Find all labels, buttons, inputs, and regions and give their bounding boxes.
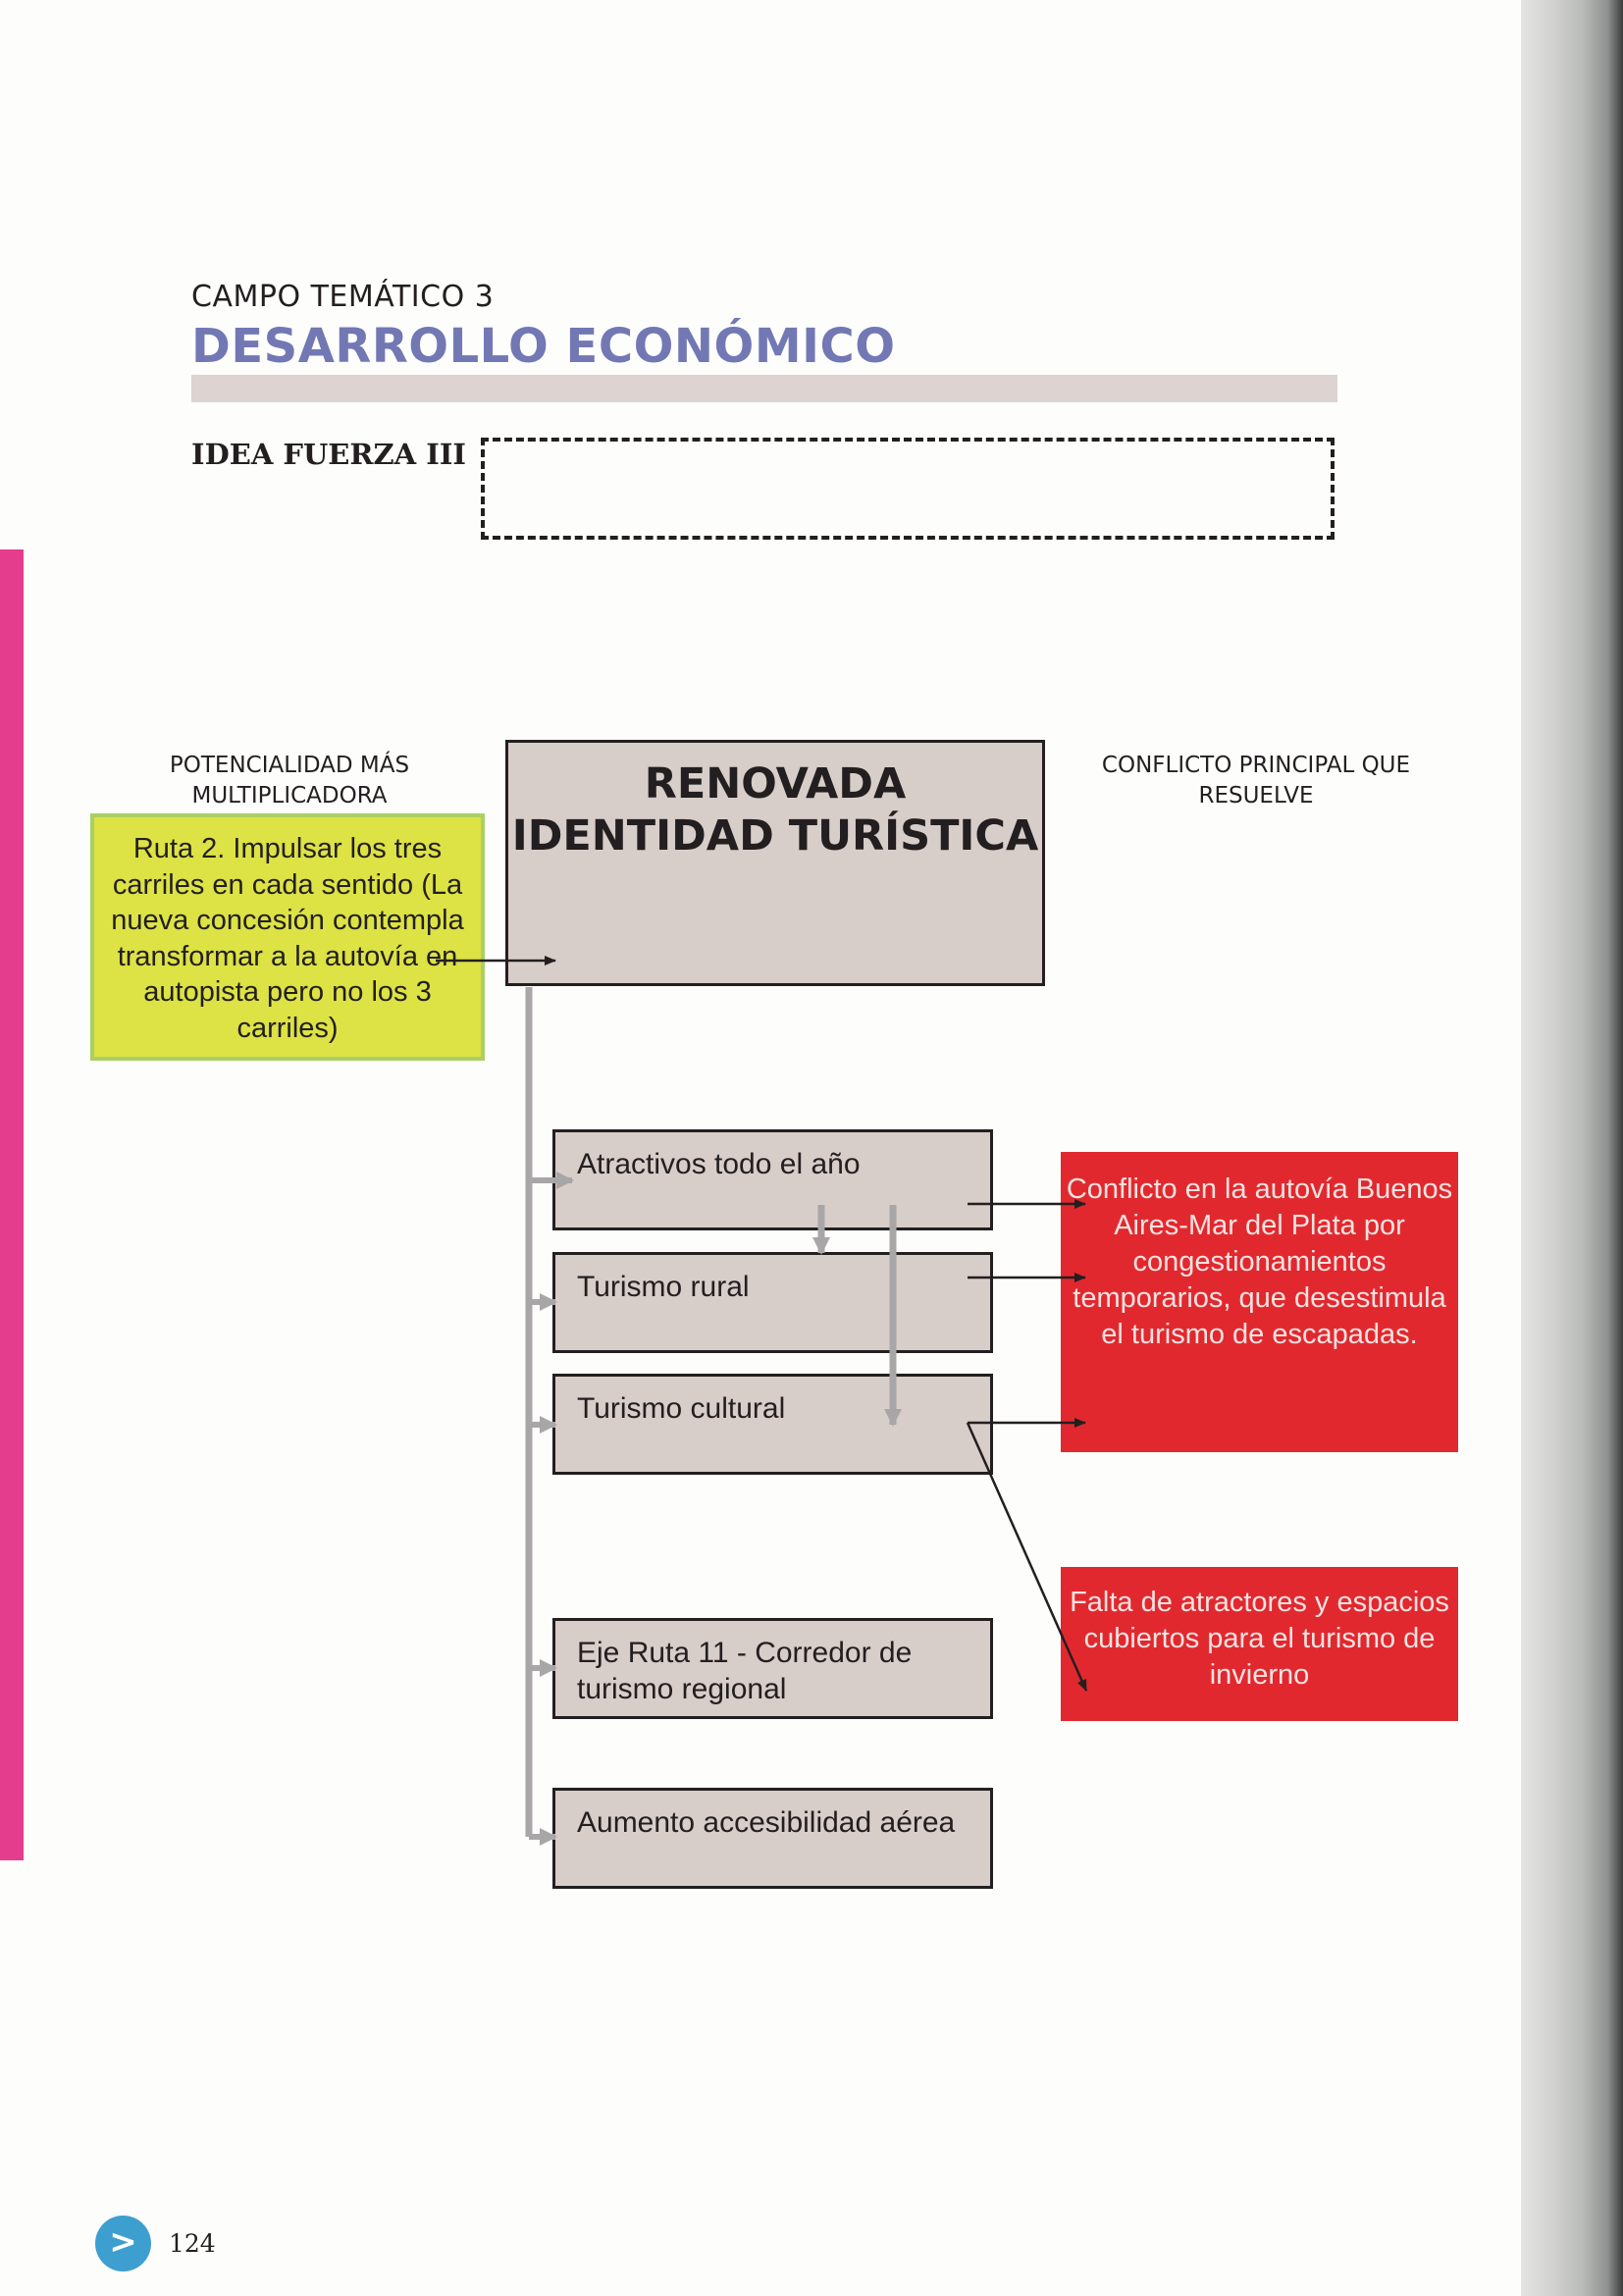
page-number: 124 [169,2229,216,2258]
page-title: DESARROLLO ECONÓMICO [191,319,896,374]
potencialidad-heading: POTENCIALIDAD MÁS MULTIPLICADORA [169,753,410,809]
item-atractivos-box: Atractivos todo el año [552,1129,993,1230]
item-eje-ruta-11-box: Eje Ruta 11 - Corredor de turismo regional [552,1618,993,1719]
campo-tematico-label: CAMPO TEMÁTICO 3 [191,280,495,314]
item-accesibilidad-aerea-box: Aumento accesibilidad aérea [552,1788,993,1889]
chevron-right-icon: > [95,2216,151,2271]
idea-fuerza-label: IDEA FUERZA III [191,438,466,471]
conflicto-heading: CONFLICTO PRINCIPAL QUE RESUELVE [1101,753,1411,809]
item-turismo-rural-box: Turismo rural [552,1252,993,1353]
main-idea-box: RENOVADA IDENTIDAD TURÍSTICA [505,740,1045,986]
potencialidad-box: Ruta 2. Impulsar los tres carriles en cada sentido (La nueva concesión contempla transformar a la autovía en autopista pero no los 3 carriles) [90,813,485,1061]
arrow-cultural-to-invierno [968,1423,1086,1691]
conflict-invierno-box: Falta de atractores y espacios cubiertos para el turismo de invierno [1061,1567,1458,1721]
conflict-autovia-box: Conflicto en la autovía Buenos Aires-Mar del Plata por congestionamientos temporarios, que desestimula el turismo de escapadas. [1061,1152,1458,1452]
item-turismo-cultural-box: Turismo cultural [552,1374,993,1475]
